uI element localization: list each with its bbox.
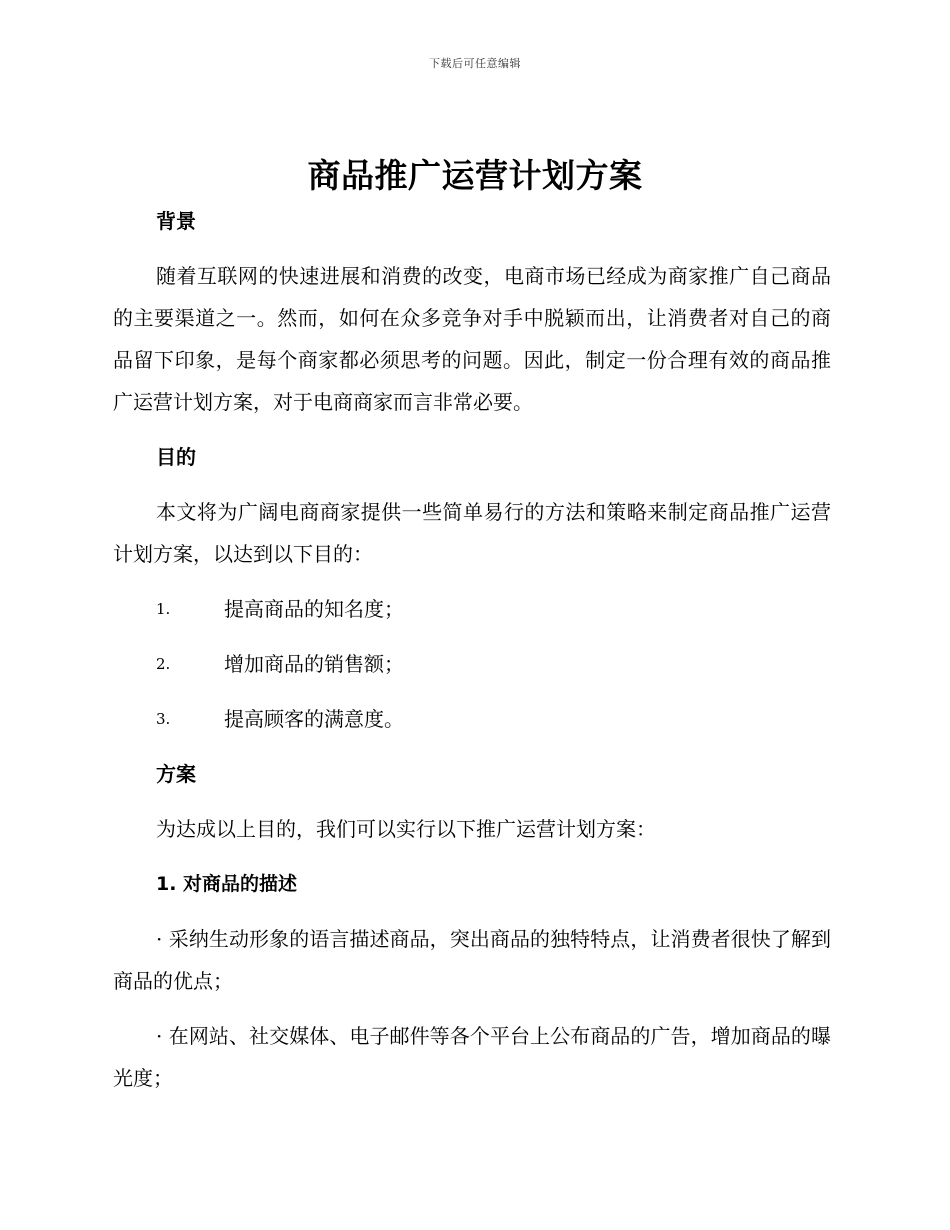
bullet-paragraph: · 采纳生动形象的语言描述商品，突出商品的独特特点，让消费者很快了解到商品的优点；: [113, 927, 831, 993]
document-title: 商品推广运营计划方案: [307, 156, 643, 195]
list-item-text: 提高商品的知名度；: [224, 597, 404, 621]
list-item-text: 增加商品的销售额；: [224, 652, 404, 676]
list-item: [113, 698, 831, 740]
bullet-paragraph: · 在网站、社交媒体、电子邮件等各个平台上公布商品的广告，增加商品的曝光度；: [113, 1024, 831, 1090]
list-item-number: 3.: [156, 710, 171, 728]
purpose-paragraph: 本文将为广阔电商商家提供一些简单易行的方法和策略来制定商品推广运营计划方案，以达到以下目的：: [113, 500, 831, 566]
plan-paragraph: 为达成以上目的，我们可以实行以下推广运营计划方案：: [156, 817, 656, 841]
header-note: 下载后可任意编辑: [429, 57, 521, 70]
sub-heading-product-description: 1. 对商品的描述: [156, 873, 298, 895]
list-item-text: 提高顾客的满意度。: [224, 707, 404, 731]
list-item: [113, 588, 831, 630]
section-heading-background: 背景: [156, 209, 196, 233]
list-item: [113, 643, 831, 685]
section-heading-purpose: 目的: [156, 445, 196, 469]
background-paragraph: 随着互联网的快速进展和消费的改变，电商市场已经成为商家推广自己商品的主要渠道之一。然而，如何在众多竞争对手中脱颖而出，让消费者对自己的商品留下印象，是每个商家都必须思考的问题。因此，制定一份合理有效的商品推广运营计划方案，对于电商商家而言非常必要。: [113, 264, 831, 414]
section-heading-plan: 方案: [156, 762, 196, 786]
document-body: [113, 200, 831, 1099]
list-item-number: 2.: [156, 655, 171, 673]
list-item-number: 1.: [156, 600, 171, 618]
